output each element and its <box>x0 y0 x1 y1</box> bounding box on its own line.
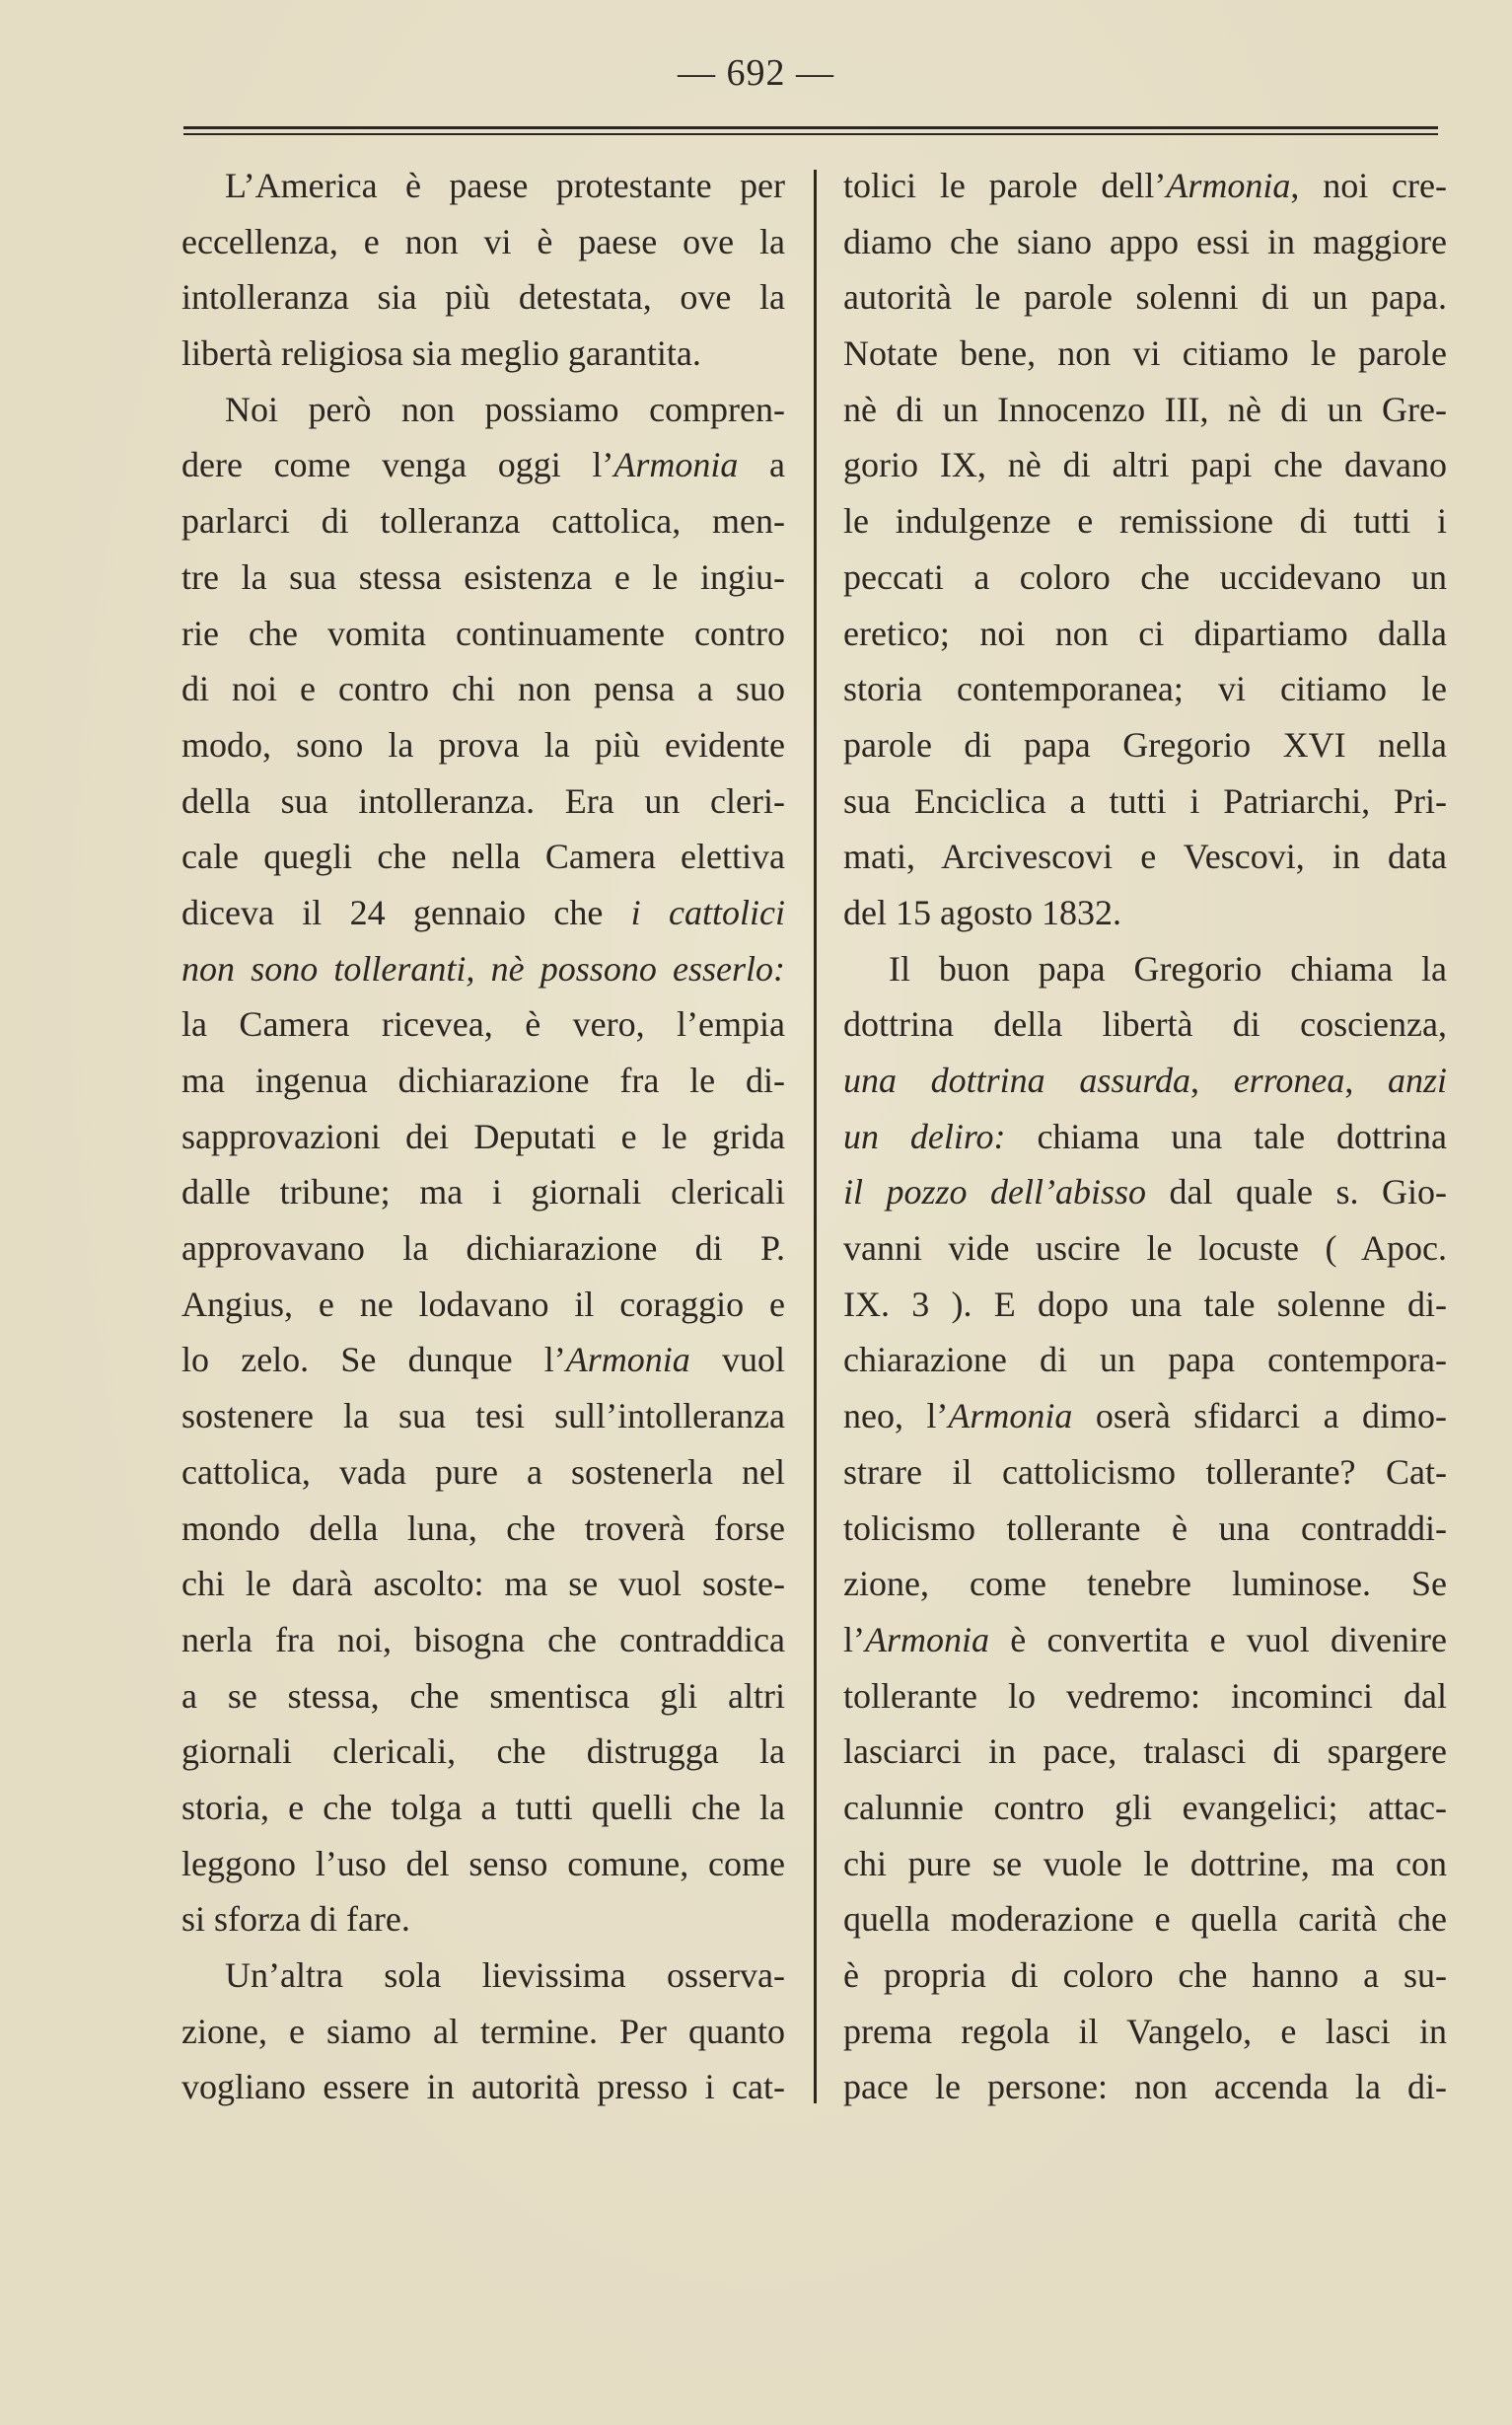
text-line: vogliano essere in autorità presso i cat- <box>181 2067 785 2107</box>
text-line: tollerante lo vedremo: incominci dal <box>843 1675 1447 1716</box>
text-line: rie che vomita continuamente contro <box>181 613 785 653</box>
text-line: diceva il 24 gennaio che i cattolici <box>181 892 786 932</box>
text-line: Il buon papa Gregorio chiama la <box>889 948 1447 989</box>
text-line: Notate bene, non vi citiamo le parole <box>843 333 1447 374</box>
text-line: una dottrina assurda, erronea, anzi <box>843 1061 1447 1100</box>
text-line: mati, Arcivescovi e Vescovi, in data <box>843 837 1447 877</box>
text-line: IX. 3 ). E dopo una tale solenne di- <box>843 1284 1447 1324</box>
text-line: peccati a coloro che uccidevano un <box>843 556 1447 597</box>
text-line: giornali clericali, che distrugga la <box>181 1731 785 1772</box>
text-line: zione, come tenebre luminose. Se <box>843 1564 1447 1604</box>
text-line: prema regola il Vangelo, e lasci in <box>843 2011 1447 2051</box>
text-line: strare il cattolicismo tollerante? Cat- <box>843 1451 1447 1492</box>
text-line: la Camera ricevea, è vero, l’empia <box>181 1004 785 1045</box>
text-line: quella moderazione e quella carità che <box>843 1899 1447 1940</box>
text-line: tre la sua stessa esistenza e le ingiu- <box>181 556 785 597</box>
text-line: eretico; noi non ci dipartiamo dalla <box>843 613 1447 653</box>
text-line: sapprovazioni dei Deputati e le grida <box>181 1116 785 1156</box>
text-line: libertà religiosa sia meglio garantita. <box>181 333 701 374</box>
text-line: ma ingenua dichiarazione fra le di- <box>181 1061 785 1100</box>
text-line: tolicismo tollerante è una contraddi- <box>843 1507 1447 1548</box>
text-line: calunnie contro gli evangelici; attac- <box>843 1787 1447 1827</box>
text-line: sostenere la sua tesi sull’intolleranza <box>181 1396 785 1436</box>
text-line: dalle tribune; ma i giornali clericali <box>181 1172 785 1212</box>
text-line: leggono l’uso del senso comune, come <box>181 1843 785 1883</box>
text-line: Angius, e ne lodavano il coraggio e <box>181 1284 785 1324</box>
text-line: chi le darà ascolto: ma se vuol soste- <box>181 1564 785 1604</box>
text-line: chiarazione di un papa contempora- <box>843 1340 1447 1380</box>
text-line: autorità le parole solenni di un papa. <box>843 277 1447 318</box>
text-line: della sua intolleranza. Era un cleri- <box>181 780 785 821</box>
text-line: il pozzo dell’abisso dal quale s. Gio- <box>843 1172 1447 1212</box>
text-line: storia, e che tolga a tutti quelli che la <box>181 1787 785 1827</box>
text-line: gorio IX, nè di altri papi che davano <box>843 445 1447 485</box>
text-line: lasciarci in pace, tralasci di spargere <box>843 1731 1447 1772</box>
text-line: del 15 agosto 1832. <box>843 892 1121 932</box>
text-line: pace le persone: non accenda la di- <box>843 2067 1447 2107</box>
text-line: tolici le parole dell’Armonia, noi cre- <box>843 166 1447 205</box>
text-line: parlarci di tolleranza cattolica, men- <box>181 501 785 542</box>
text-line: è propria di coloro che hanno a su- <box>843 1955 1447 1995</box>
text-line: lo zelo. Se dunque l’Armonia vuol <box>181 1340 785 1380</box>
text-line: chi pure se vuole le dottrine, ma con <box>843 1843 1447 1883</box>
left-column <box>181 158 785 2115</box>
text-line: a se stessa, che smentisca gli altri <box>181 1675 785 1716</box>
header-rule-secondary <box>183 133 1438 135</box>
text-line: modo, sono la prova la più evidente <box>181 724 785 765</box>
text-line: mondo della luna, che troverà forse <box>181 1507 785 1548</box>
text-line: sua Enciclica a tutti i Patriarchi, Pri- <box>843 780 1447 821</box>
text-line: approvavano la dichiarazione di P. <box>181 1228 785 1269</box>
text-line: eccellenza, e non vi è paese ove la <box>181 221 785 261</box>
text-line: neo, l’Armonia oserà sfidarci a dimo- <box>843 1396 1448 1436</box>
text-line: nerla fra noi, bisogna che contraddica <box>181 1619 785 1659</box>
text-line: parole di papa Gregorio XVI nella <box>843 724 1447 765</box>
text-line: un deliro: chiama una tale dottrina <box>843 1116 1447 1156</box>
text-line: cale quegli che nella Camera elettiva <box>181 837 785 877</box>
text-line: nè di un Innocenzo III, nè di un Gre- <box>843 389 1447 429</box>
text-line: si sforza di fare. <box>181 1899 410 1940</box>
text-line: diamo che siano appo essi in maggiore <box>843 221 1447 261</box>
text-line: zione, e siamo al termine. Per quanto <box>181 2011 785 2051</box>
text-line: cattolica, vada pure a sostenerla nel <box>181 1451 785 1492</box>
text-line: dere come venga oggi l’Armonia a <box>181 445 786 485</box>
text-line: non sono tolleranti, nè possono esserlo: <box>181 948 785 989</box>
column-divider <box>814 170 817 2103</box>
text-line: le indulgenze e remissione di tutti i <box>843 501 1447 542</box>
right-column <box>843 158 1447 2115</box>
text-line: L’America è paese protestante per <box>225 166 785 205</box>
text-line: di noi e contro chi non pensa a suo <box>181 669 785 709</box>
page-number: — 692 — <box>678 52 834 94</box>
text-line: vanni vide uscire le locuste ( Apoc. <box>843 1228 1447 1269</box>
text-line: Noi però non possiamo compren- <box>225 389 785 429</box>
text-line: dottrina della libertà di coscienza, <box>843 1004 1447 1045</box>
text-line: storia contemporanea; vi citiamo le <box>843 669 1447 709</box>
text-line: Un’altra sola lievissima osserva- <box>225 1955 785 1995</box>
text-line: intolleranza sia più detestata, ove la <box>181 277 785 318</box>
text-line: l’Armonia è convertita e vuol divenire <box>843 1619 1447 1659</box>
header-rule <box>183 126 1438 129</box>
